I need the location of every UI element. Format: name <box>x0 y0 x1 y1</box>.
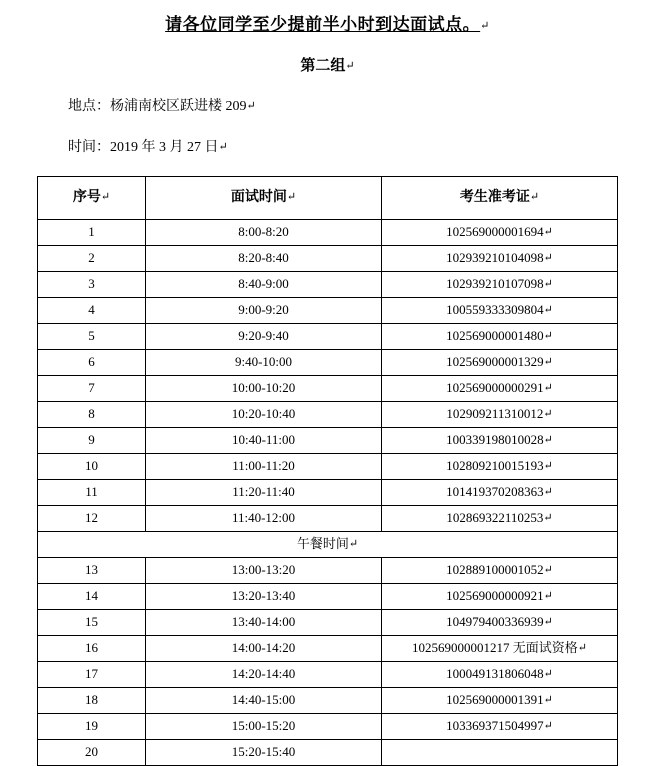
cell-index <box>38 506 146 532</box>
cell-lunch-break-text: 午餐时间 <box>296 536 349 552</box>
paragraph-mark: ↵ <box>543 356 553 369</box>
cell-index-text: 20 <box>85 744 98 760</box>
paragraph-mark: ↵ <box>218 141 228 153</box>
paragraph-mark: ↵ <box>543 564 553 577</box>
cell-exam-ticket <box>382 584 618 610</box>
cell-exam-ticket <box>382 636 618 662</box>
cell-exam-ticket-text: 100339198010028↵ <box>446 432 553 448</box>
cell-interview-time-text: 14:00-14:20 <box>231 640 296 656</box>
location-text: 地点：杨浦南校区跃进楼 209 <box>68 99 247 114</box>
cell-interview-time-text: 10:20-10:40 <box>231 406 296 422</box>
cell-exam-ticket <box>382 454 618 480</box>
table-row <box>38 402 618 428</box>
paragraph-mark: ↵ <box>577 642 587 655</box>
paragraph-mark: ↵ <box>543 330 553 343</box>
cell-interview-time <box>146 662 382 688</box>
cell-interview-time-text: 10:40-11:00 <box>231 432 296 448</box>
cell-index <box>38 636 146 662</box>
cell-index <box>38 376 146 402</box>
cell-interview-time-text: 9:00-9:20 <box>238 302 289 318</box>
paragraph-mark: ↵ <box>529 191 540 204</box>
cell-index-text: 18 <box>85 692 98 708</box>
column-header-interview-time-text: 面试时间 <box>230 190 287 206</box>
cell-interview-time-text: 11:40-12:00 <box>231 510 296 526</box>
cell-interview-time <box>146 350 382 376</box>
cell-index-text: 1 <box>88 224 95 240</box>
cell-interview-time <box>146 428 382 454</box>
cell-exam-ticket <box>382 324 618 350</box>
cell-exam-ticket <box>382 558 618 584</box>
cell-interview-time <box>146 402 382 428</box>
cell-interview-time <box>146 246 382 272</box>
cell-exam-ticket-text: 104979400336939↵ <box>446 614 553 630</box>
cell-interview-time <box>146 376 382 402</box>
cell-exam-ticket-text: 101419370208363↵ <box>446 484 553 500</box>
table-row-lunch <box>38 532 618 558</box>
column-header-exam-ticket-text: 考生准考证 <box>459 190 530 206</box>
cell-index-text: 9 <box>88 432 95 448</box>
cell-index <box>38 740 146 766</box>
cell-index <box>38 480 146 506</box>
cell-interview-time-text: 13:40-14:00 <box>231 614 296 630</box>
cell-interview-time-text: 9:20-9:40 <box>238 328 289 344</box>
cell-exam-ticket <box>382 220 618 246</box>
cell-interview-time <box>146 480 382 506</box>
cell-index <box>38 662 146 688</box>
cell-index-text: 8 <box>88 406 95 422</box>
page-title <box>0 10 655 35</box>
cell-exam-ticket <box>382 740 618 766</box>
cell-index <box>38 688 146 714</box>
table-body <box>38 220 618 766</box>
cell-exam-ticket-text: 102939210107098↵ <box>446 276 553 292</box>
cell-exam-ticket-text: 102569000000291↵ <box>446 380 553 396</box>
paragraph-mark: ↵ <box>348 538 359 551</box>
cell-index <box>38 402 146 428</box>
cell-exam-ticket-text: 100559333309804↵ <box>446 302 553 318</box>
table-row <box>38 584 618 610</box>
table-row <box>38 714 618 740</box>
cell-interview-time <box>146 714 382 740</box>
table-row <box>38 506 618 532</box>
cell-exam-ticket <box>382 662 618 688</box>
paragraph-mark: ↵ <box>543 460 553 473</box>
paragraph-mark: ↵ <box>543 304 553 317</box>
cell-interview-time <box>146 298 382 324</box>
cell-interview-time-text: 10:00-10:20 <box>231 380 296 396</box>
paragraph-mark: ↵ <box>543 382 553 395</box>
table-row <box>38 324 618 350</box>
cell-exam-ticket <box>382 688 618 714</box>
paragraph-mark: ↵ <box>543 512 553 525</box>
cell-interview-time <box>146 220 382 246</box>
cell-exam-ticket <box>382 428 618 454</box>
cell-exam-ticket-text: 102569000001694↵ <box>446 224 553 240</box>
table-row <box>38 350 618 376</box>
cell-exam-ticket <box>382 298 618 324</box>
cell-exam-ticket <box>382 480 618 506</box>
cell-lunch-break <box>38 532 618 558</box>
table-row <box>38 662 618 688</box>
cell-interview-time <box>146 610 382 636</box>
paragraph-mark: ↵ <box>246 100 256 112</box>
table-row <box>38 558 618 584</box>
cell-index <box>38 428 146 454</box>
cell-index-text: 6 <box>88 354 95 370</box>
table-row <box>38 688 618 714</box>
cell-exam-ticket-text: 100049131806048↵ <box>446 666 553 682</box>
cell-index-text: 2 <box>88 250 95 266</box>
cell-exam-ticket-text: 102569000001391↵ <box>446 692 553 708</box>
cell-index-text: 16 <box>85 640 98 656</box>
paragraph-mark: ↵ <box>543 226 553 239</box>
table-header-row <box>38 177 618 220</box>
cell-index <box>38 558 146 584</box>
paragraph-mark: ↵ <box>543 720 553 733</box>
cell-index <box>38 246 146 272</box>
paragraph-mark: ↵ <box>543 616 553 629</box>
cell-exam-ticket-text: 102569000001329↵ <box>446 354 553 370</box>
cell-index <box>38 714 146 740</box>
cell-exam-ticket-text: 102889100001052↵ <box>446 562 553 578</box>
cell-interview-time-text: 13:20-13:40 <box>231 588 296 604</box>
cell-exam-ticket-text: 102569000001217 无面试资格↵ <box>412 640 587 656</box>
cell-exam-ticket <box>382 506 618 532</box>
table-row <box>38 740 618 766</box>
cell-index <box>38 298 146 324</box>
cell-index <box>38 584 146 610</box>
cell-exam-ticket <box>382 272 618 298</box>
cell-interview-time-text: 11:00-11:20 <box>232 458 295 474</box>
cell-exam-ticket-text: 102909211310012↵ <box>446 406 553 422</box>
cell-interview-time-text: 8:40-9:00 <box>238 276 289 292</box>
schedule-table <box>37 176 618 766</box>
cell-index-text: 13 <box>85 562 98 578</box>
cell-index-text: 15 <box>85 614 98 630</box>
paragraph-mark: ↵ <box>543 278 553 291</box>
cell-exam-ticket-text: 103369371504997↵ <box>446 718 553 734</box>
table-row <box>38 610 618 636</box>
cell-index-text: 4 <box>88 302 95 318</box>
location-line <box>68 95 655 115</box>
cell-interview-time <box>146 558 382 584</box>
cell-index <box>38 220 146 246</box>
cell-index <box>38 324 146 350</box>
cell-interview-time-text: 14:40-15:00 <box>231 692 296 708</box>
cell-index-text: 5 <box>88 328 95 344</box>
cell-exam-ticket <box>382 246 618 272</box>
cell-interview-time <box>146 506 382 532</box>
cell-exam-ticket <box>382 610 618 636</box>
paragraph-mark: ↵ <box>100 191 111 204</box>
cell-index-text: 3 <box>88 276 95 292</box>
column-header-exam-ticket <box>382 177 618 220</box>
table-row <box>38 636 618 662</box>
cell-interview-time <box>146 740 382 766</box>
table-row <box>38 480 618 506</box>
cell-interview-time-text: 13:00-13:20 <box>231 562 296 578</box>
time-line <box>68 136 655 156</box>
document-page <box>0 10 655 760</box>
cell-interview-time <box>146 324 382 350</box>
group-heading-text: 第二组 <box>300 58 346 74</box>
table-row <box>38 428 618 454</box>
cell-interview-time-text: 9:40-10:00 <box>234 354 293 370</box>
cell-exam-ticket-text: 102809210015193↵ <box>446 458 553 474</box>
cell-interview-time <box>146 454 382 480</box>
cell-interview-time <box>146 584 382 610</box>
paragraph-mark: ↵ <box>543 694 553 707</box>
paragraph-mark: ↵ <box>543 486 553 499</box>
paragraph-mark: ↵ <box>543 252 553 265</box>
cell-index-text: 10 <box>85 458 98 474</box>
paragraph-mark: ↵ <box>543 590 553 603</box>
paragraph-mark: ↵ <box>543 668 553 681</box>
cell-index-text: 17 <box>85 666 98 682</box>
cell-interview-time-text: 8:00-8:20 <box>238 224 289 240</box>
paragraph-mark: ↵ <box>286 191 297 204</box>
cell-index <box>38 610 146 636</box>
table-row <box>38 454 618 480</box>
cell-exam-ticket-text: 102569000001480↵ <box>446 328 553 344</box>
cell-exam-ticket <box>382 714 618 740</box>
cell-index <box>38 350 146 376</box>
paragraph-mark: ↵ <box>543 408 553 421</box>
cell-interview-time-text: 11:20-11:40 <box>232 484 295 500</box>
cell-exam-ticket-text: 102869322110253↵ <box>446 510 553 526</box>
cell-index <box>38 272 146 298</box>
cell-exam-ticket-text: 102569000000921↵ <box>446 588 553 604</box>
cell-interview-time <box>146 688 382 714</box>
page-title-text: 请各位同学至少提前半小时到达面试点。 <box>165 15 481 34</box>
cell-index-text: 11 <box>85 484 98 500</box>
column-header-index-text: 序号 <box>72 190 101 206</box>
cell-index-text: 12 <box>85 510 98 526</box>
cell-interview-time <box>146 272 382 298</box>
cell-index <box>38 454 146 480</box>
cell-exam-ticket <box>382 376 618 402</box>
cell-index-text: 14 <box>85 588 98 604</box>
cell-exam-ticket-text: 102939210104098↵ <box>446 250 553 266</box>
group-heading <box>0 54 655 75</box>
cell-exam-ticket <box>382 350 618 376</box>
cell-interview-time-text: 15:20-15:40 <box>231 744 296 760</box>
table-row <box>38 246 618 272</box>
paragraph-mark: ↵ <box>480 20 490 32</box>
table-row <box>38 376 618 402</box>
cell-index-text: 7 <box>88 380 95 396</box>
cell-interview-time-text: 15:00-15:20 <box>231 718 296 734</box>
cell-interview-time-text: 14:20-14:40 <box>231 666 296 682</box>
table-row <box>38 220 618 246</box>
time-text: 时间：2019 年 3 月 27 日 <box>68 140 219 155</box>
column-header-index <box>38 177 146 220</box>
table-row <box>38 272 618 298</box>
cell-interview-time-text: 8:20-8:40 <box>238 250 289 266</box>
paragraph-mark: ↵ <box>345 60 355 72</box>
table-row <box>38 298 618 324</box>
cell-index-text: 19 <box>85 718 98 734</box>
column-header-interview-time <box>146 177 382 220</box>
cell-exam-ticket <box>382 402 618 428</box>
cell-interview-time <box>146 636 382 662</box>
paragraph-mark: ↵ <box>543 434 553 447</box>
